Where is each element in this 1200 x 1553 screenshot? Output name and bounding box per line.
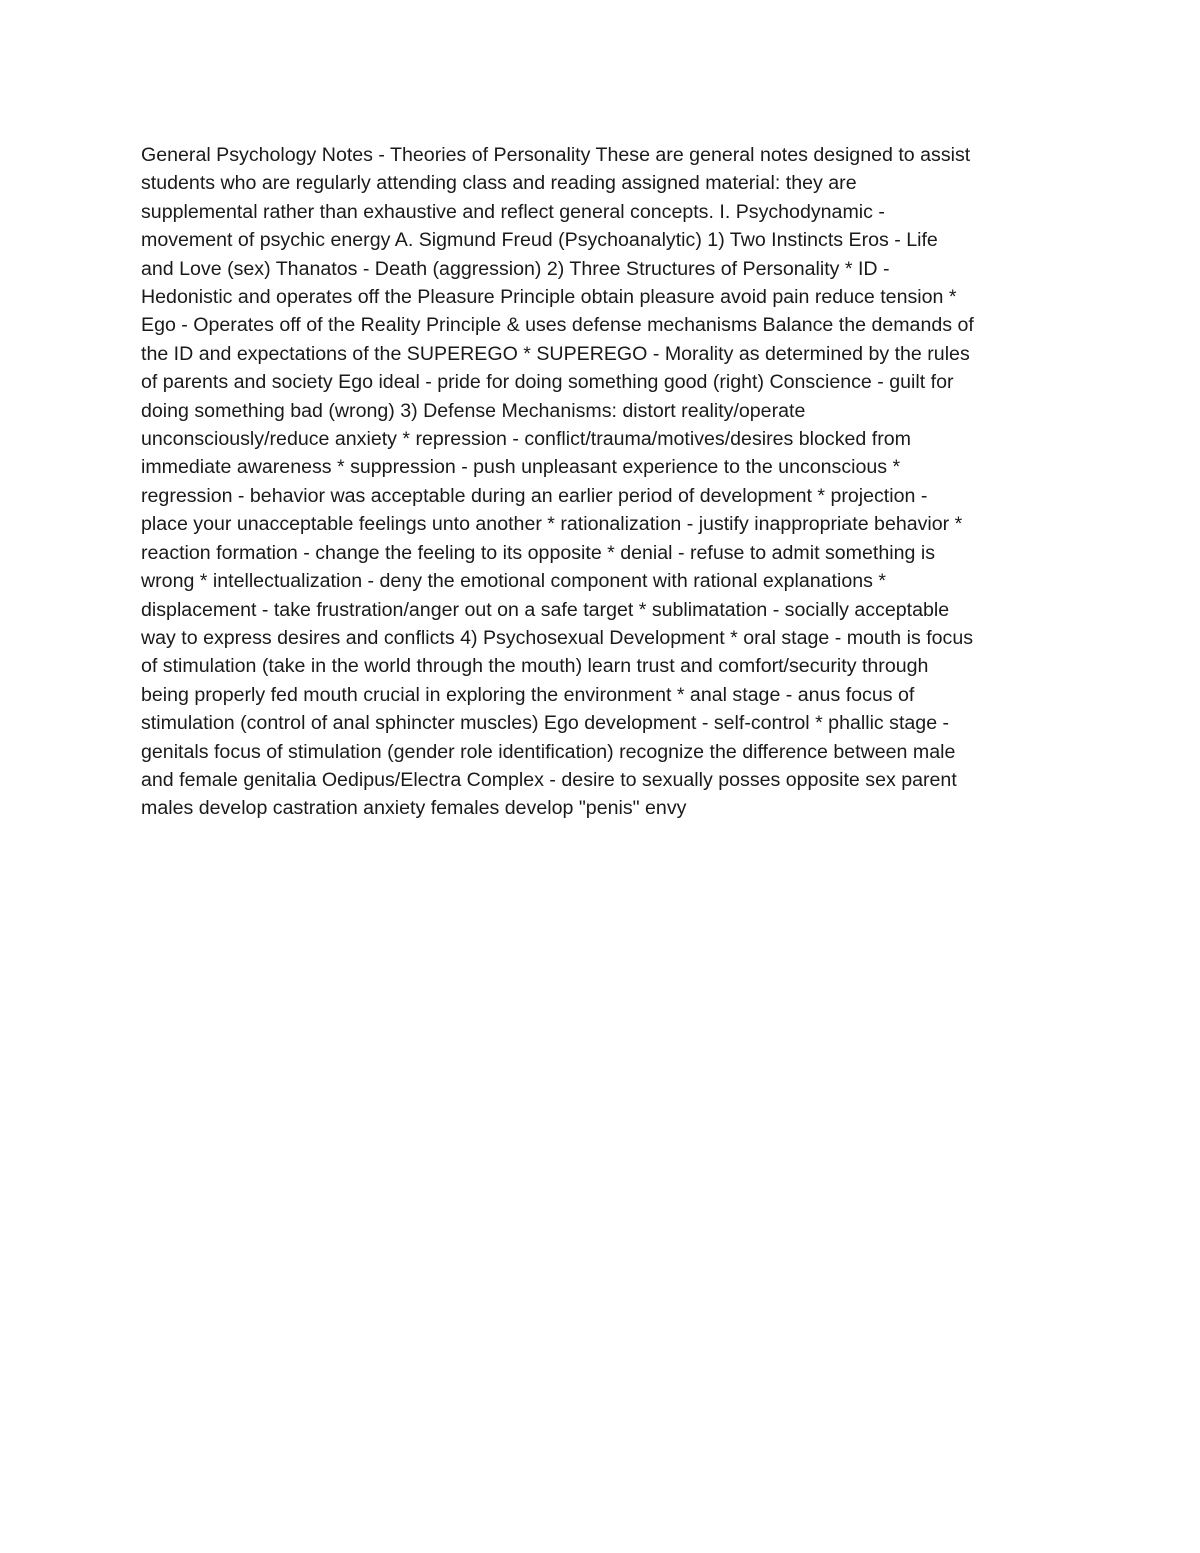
document-body — [141, 141, 1061, 823]
text-line: displacement - take frustration/anger out on a safe target * sublimatation - socially acceptable — [141, 598, 950, 621]
text-line: of stimulation (take in the world through the mouth) learn trust and comfort/security through — [141, 655, 929, 678]
text-line: and Love (sex) Thanatos - Death (aggression) 2) Three Structures of Personality * ID - — [141, 257, 890, 280]
text-line: students who are regularly attending class and reading assigned material: they are — [141, 172, 857, 195]
text-line: reaction formation - change the feeling to its opposite * denial - refuse to admit something is — [141, 541, 935, 564]
text-line: place your unacceptable feelings unto another * rationalization - justify inappropriate behavior * — [141, 513, 963, 536]
text-line: regression - behavior was acceptable during an earlier period of development * projection - — [141, 484, 928, 507]
text-line: way to express desires and conflicts 4) Psychosexual Development * oral stage - mouth is focus — [141, 626, 974, 649]
text-line: movement of psychic energy A. Sigmund Freud (Psychoanalytic) 1) Two Instincts Eros - Life — [141, 229, 938, 252]
text-line: unconsciously/reduce anxiety * repression - conflict/trauma/motives/desires blocked from — [141, 428, 911, 451]
text-line: genitals focus of stimulation (gender role identification) recognize the difference between male — [141, 740, 956, 763]
text-line: General Psychology Notes - Theories of Personality These are general notes designed to assist — [141, 144, 971, 166]
text-line: doing something bad (wrong) 3) Defense Mechanisms: distort reality/operate — [141, 399, 806, 422]
text-line: Ego - Operates off of the Reality Principle & uses defense mechanisms Balance the demands of — [141, 314, 974, 337]
text-line: the ID and expectations of the SUPEREGO * SUPEREGO - Morality as determined by the rules — [141, 342, 970, 365]
text-line: immediate awareness * suppression - push unpleasant experience to the unconscious * — [141, 456, 901, 479]
text-line: being properly fed mouth crucial in exploring the environment * anal stage - anus focus of — [141, 683, 915, 706]
text-line: supplemental rather than exhaustive and reflect general concepts. I. Psychodynamic - — [141, 200, 885, 223]
text-line: wrong * intellectualization - deny the emotional component with rational explanations * — [141, 570, 887, 593]
text-line: stimulation (control of anal sphincter muscles) Ego development - self-control * phallic stage - — [141, 712, 950, 735]
text-line: males develop castration anxiety females develop "penis" envy — [141, 797, 687, 820]
text-line: and female genitalia Oedipus/Electra Complex - desire to sexually posses opposite sex parent — [141, 768, 957, 791]
text-line: of parents and society Ego ideal - pride for doing something good (right) Conscience - guilt for — [141, 371, 954, 394]
text-line: Hedonistic and operates off the Pleasure Principle obtain pleasure avoid pain reduce tension * — [141, 286, 957, 309]
